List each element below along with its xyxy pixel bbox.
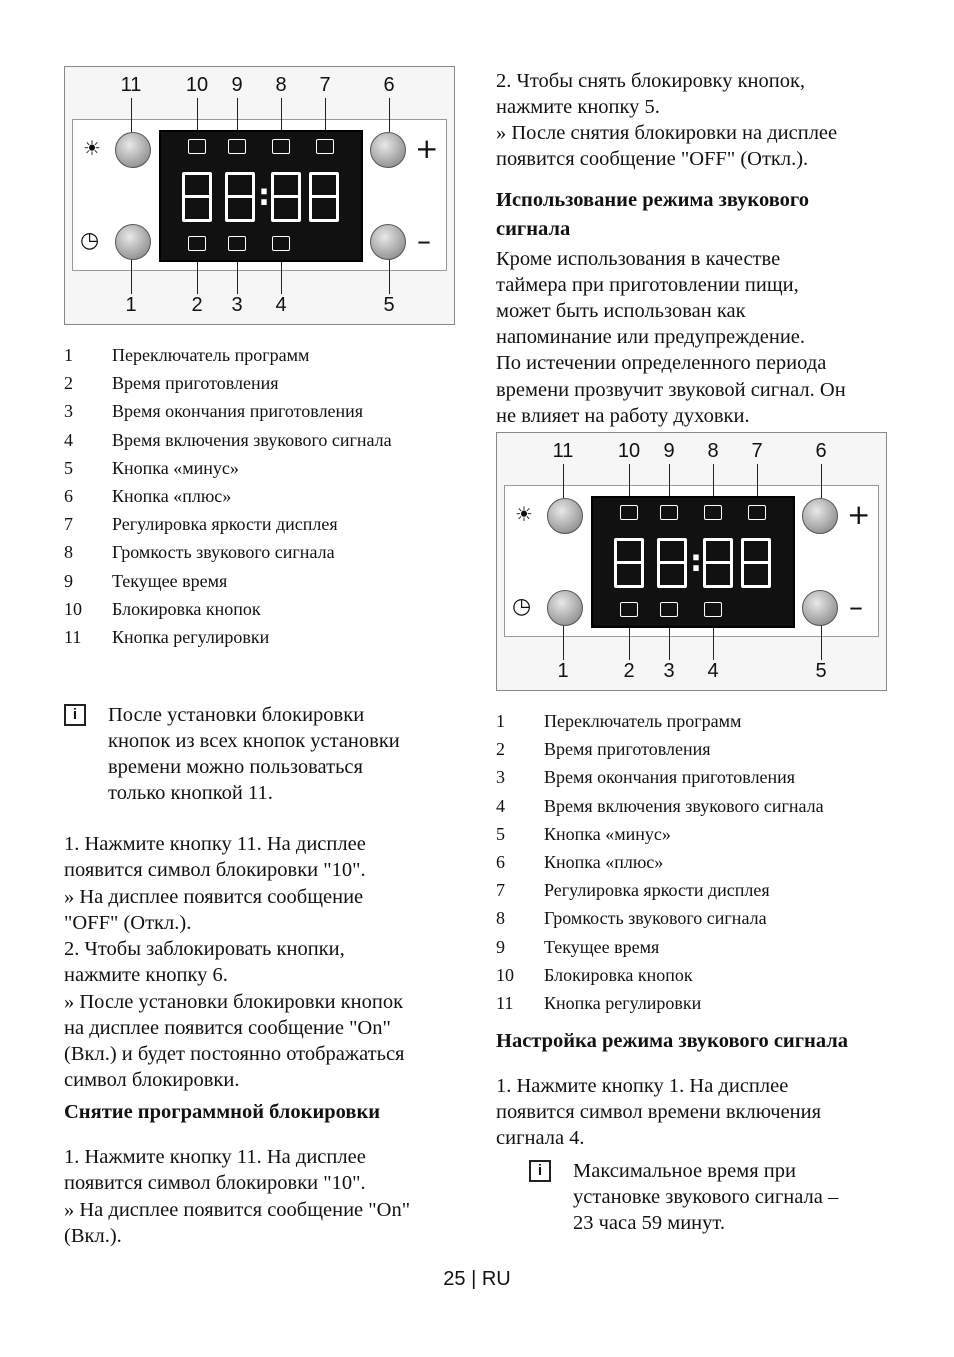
- legend-number: 11: [496, 993, 514, 1013]
- legend-number: 7: [496, 880, 505, 901]
- callout-number: 6: [383, 74, 395, 96]
- info-icon: i: [64, 704, 86, 726]
- info-line: 23 часа 59 минут.: [573, 1212, 725, 1234]
- legend-text: Громкость звукового сигнала: [544, 908, 767, 929]
- legend-number: 3: [496, 767, 505, 788]
- seven-segment-digit: [741, 538, 771, 588]
- display-symbol-icon: [228, 236, 246, 251]
- display-symbol-icon: [620, 505, 638, 520]
- legend-item: [496, 739, 896, 763]
- seven-segment-digit: [657, 538, 687, 588]
- callout-number: 2: [623, 660, 635, 682]
- legend-item: [64, 627, 464, 651]
- light-icon: ☀: [515, 502, 533, 526]
- legend-item: [64, 571, 464, 595]
- callout-number: 3: [231, 294, 243, 316]
- legend-item: [496, 824, 896, 848]
- step-line: 1. Нажмите кнопку 11. На дисплее: [64, 1146, 366, 1168]
- display-symbol-icon: [272, 236, 290, 251]
- seven-segment-digit: [614, 538, 644, 588]
- control-knob: [802, 590, 838, 626]
- step-line: 1. Нажмите кнопку 11. На дисплее: [64, 833, 366, 855]
- display-symbol-icon: [272, 139, 290, 154]
- legend-number: 2: [496, 739, 505, 760]
- legend-number: 4: [496, 795, 505, 816]
- minus-icon: –: [849, 590, 863, 623]
- colon: :: [258, 178, 270, 213]
- legend-item: [64, 599, 464, 623]
- control-knob: [370, 224, 406, 260]
- legend-text: Переключатель программ: [544, 711, 742, 731]
- legend-number: 3: [64, 401, 73, 422]
- text-line: таймера при приготовлении пищи,: [496, 274, 799, 296]
- unlock-heading: Снятие программной блокировки: [64, 1101, 381, 1123]
- heading-line: Использование режима звукового: [496, 189, 809, 211]
- legend-item: [64, 373, 464, 397]
- seven-segment-digit: [225, 172, 255, 222]
- step-line: (Вкл.).: [64, 1225, 122, 1247]
- legend-item: [64, 514, 464, 538]
- callout-number: 10: [617, 440, 641, 462]
- legend-item: [496, 880, 896, 904]
- step-line: » После снятия блокировки на дисплее: [496, 122, 838, 144]
- seven-segment-digit: [271, 172, 301, 222]
- control-knob: [802, 498, 838, 534]
- step-line: » На дисплее появится сообщение "On": [64, 1199, 411, 1221]
- legend-text: Блокировка кнопок: [112, 598, 261, 619]
- text-line: Кроме использования в качестве: [496, 248, 781, 270]
- step-line: 2. Чтобы заблокировать кнопки,: [64, 938, 345, 960]
- legend-text: Кнопка «минус»: [112, 457, 239, 478]
- callout-number: 7: [319, 74, 331, 96]
- legend-number: 2: [64, 373, 73, 394]
- callout-line: [821, 464, 822, 498]
- legend-text: Время приготовления: [112, 373, 279, 394]
- info-line: установке звукового сигнала –: [573, 1186, 839, 1208]
- step-line: нажмите кнопку 6.: [64, 964, 228, 986]
- callout-number: 4: [275, 294, 287, 316]
- display-symbol-icon: [660, 505, 678, 520]
- legend-item: [64, 401, 464, 425]
- legend-text: Время включения звукового сигнала: [112, 429, 392, 450]
- info-line: Максимальное время при: [573, 1160, 796, 1182]
- minus-icon: –: [417, 224, 431, 257]
- step-line: символ блокировки.: [64, 1069, 240, 1091]
- legend-item: [64, 458, 464, 482]
- legend-number: 9: [496, 936, 505, 957]
- legend-number: 10: [496, 964, 514, 985]
- callout-number: 11: [552, 440, 574, 462]
- clock-icon: ◷: [80, 228, 100, 253]
- clock-icon: ◷: [512, 594, 532, 619]
- step-line: » На дисплее появится сообщение: [64, 886, 364, 908]
- info-icon: i: [529, 1160, 551, 1182]
- legend-item: [64, 542, 464, 566]
- legend-number: 6: [64, 486, 73, 506]
- display-symbol-icon: [748, 505, 766, 520]
- legend-number: 5: [496, 823, 505, 844]
- legend-item: [496, 852, 896, 876]
- legend-text: Переключатель программ: [112, 345, 310, 365]
- legend-text: Громкость звукового сигнала: [112, 542, 335, 563]
- control-knob: [370, 132, 406, 168]
- legend-number: 1: [496, 711, 505, 731]
- step-line: появится символ времени включения: [496, 1101, 822, 1123]
- display-symbol-icon: [228, 139, 246, 154]
- text-line: может быть использован как: [496, 300, 746, 322]
- callout-number: 5: [383, 294, 395, 316]
- step-line: на дисплее появится сообщение "On": [64, 1017, 391, 1039]
- text-line: По истечении определенного периода: [496, 352, 827, 374]
- info-line: времени можно пользоваться: [108, 756, 363, 778]
- display-symbol-icon: [704, 505, 722, 520]
- light-icon: ☀: [83, 136, 101, 160]
- callout-line: [131, 98, 132, 132]
- text-line: не влияет на работу духовки.: [496, 405, 750, 427]
- callout-number: 1: [125, 294, 137, 316]
- legend-item: [64, 345, 464, 369]
- plus-icon: +: [847, 498, 871, 531]
- display-symbol-icon: [188, 236, 206, 251]
- seven-segment-digit: [309, 172, 339, 222]
- seven-segment-digit: [703, 538, 733, 588]
- legend-number: 6: [496, 852, 505, 872]
- legend-item: [64, 486, 464, 510]
- callout-number: 10: [185, 74, 209, 96]
- legend-text: Блокировка кнопок: [544, 964, 693, 985]
- legend-text: Кнопка «плюс»: [112, 486, 232, 506]
- step-line: » После установки блокировки кнопок: [64, 991, 404, 1013]
- seven-segment-digit: [182, 172, 212, 222]
- legend-number: 8: [496, 908, 505, 929]
- legend-item: [496, 965, 896, 989]
- control-knob: [547, 498, 583, 534]
- text-line: времени прозвучит звуковой сигнал. Он: [496, 379, 846, 401]
- legend-number: 11: [64, 627, 82, 647]
- control-knob: [115, 224, 151, 260]
- callout-number: 2: [191, 294, 203, 316]
- info-line: кнопок из всех кнопок установки: [108, 730, 400, 752]
- display-symbol-icon: [704, 602, 722, 617]
- callout-number: 3: [663, 660, 675, 682]
- legend-text: Кнопка «плюс»: [544, 852, 664, 872]
- page-footer: 25 | RU: [443, 1268, 511, 1290]
- step-line: появится сообщение "OFF" (Откл.).: [496, 148, 809, 170]
- legend-text: Время окончания приготовления: [112, 401, 364, 422]
- callout-number: 4: [707, 660, 719, 682]
- step-line: "OFF" (Откл.).: [64, 912, 192, 934]
- callout-line: [563, 464, 564, 498]
- legend-number: 9: [64, 570, 73, 591]
- legend-number: 1: [64, 345, 73, 365]
- setup-heading: Настройка режима звукового сигнала: [496, 1030, 849, 1052]
- callout-number: 6: [815, 440, 827, 462]
- callout-number: 11: [120, 74, 142, 96]
- legend-text: Время приготовления: [544, 739, 711, 760]
- legend-item: [496, 937, 896, 961]
- legend-item: [64, 430, 464, 454]
- callout-line: [389, 98, 390, 132]
- colon: :: [690, 544, 702, 579]
- display-symbol-icon: [620, 602, 638, 617]
- step-line: (Вкл.) и будет постоянно отображаться: [64, 1043, 405, 1065]
- legend-text: Кнопка регулировки: [112, 627, 270, 647]
- step-line: появится символ блокировки "10".: [64, 859, 366, 881]
- legend-item: [496, 767, 896, 791]
- text-line: напоминание или предупреждение.: [496, 326, 806, 348]
- step-line: 1. Нажмите кнопку 1. На дисплее: [496, 1075, 789, 1097]
- step-line: 2. Чтобы снять блокировку кнопок,: [496, 70, 806, 92]
- callout-number: 9: [663, 440, 675, 462]
- legend-text: Текущее время: [544, 936, 660, 957]
- legend-text: Регулировка яркости дисплея: [112, 514, 338, 535]
- control-knob: [547, 590, 583, 626]
- heading-line: сигнала: [496, 218, 571, 240]
- callout-number: 5: [815, 660, 827, 682]
- plus-icon: +: [415, 132, 439, 165]
- callout-number: 1: [557, 660, 569, 682]
- display-symbol-icon: [660, 602, 678, 617]
- legend-text: Регулировка яркости дисплея: [544, 880, 770, 901]
- legend-item: [496, 796, 896, 820]
- callout-number: 7: [751, 440, 763, 462]
- legend-item: [496, 711, 896, 735]
- control-knob: [115, 132, 151, 168]
- info-line: После установки блокировки: [108, 704, 365, 726]
- callout-number: 8: [275, 74, 287, 96]
- step-line: нажмите кнопку 5.: [496, 96, 660, 118]
- callout-number: 8: [707, 440, 719, 462]
- legend-number: 5: [64, 457, 73, 478]
- step-line: сигнала 4.: [496, 1127, 585, 1149]
- step-line: появится символ блокировки "10".: [64, 1172, 366, 1194]
- legend-number: 7: [64, 514, 73, 535]
- legend-number: 8: [64, 542, 73, 563]
- legend-item: [496, 993, 896, 1017]
- callout-number: 9: [231, 74, 243, 96]
- legend-text: Время включения звукового сигнала: [544, 795, 824, 816]
- legend-text: Кнопка регулировки: [544, 993, 702, 1013]
- legend-number: 4: [64, 429, 73, 450]
- legend-number: 10: [64, 598, 82, 619]
- display-symbol-icon: [316, 139, 334, 154]
- display-symbol-icon: [188, 139, 206, 154]
- legend-text: Кнопка «минус»: [544, 823, 671, 844]
- info-line: только кнопкой 11.: [108, 782, 273, 804]
- legend-item: [496, 908, 896, 932]
- legend-text: Время окончания приготовления: [544, 767, 796, 788]
- legend-text: Текущее время: [112, 570, 228, 591]
